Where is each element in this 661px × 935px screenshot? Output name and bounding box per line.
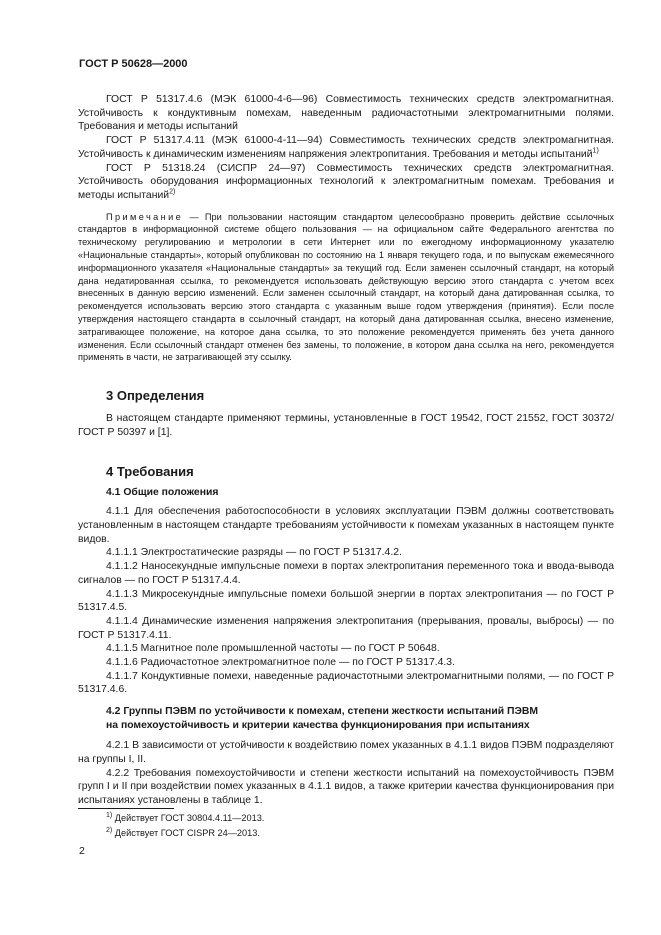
list-item: 4.1.1 Для обеспечения работоспособности в условиях эксплуатации ПЭВМ должны соответствовать установленным в настоящем стандарте требованиям устойчивости к помехам указанных в настоящем пункте видов. (78, 506, 614, 545)
section-4-heading: 4 Требования (106, 463, 194, 479)
list-item: 4.2.1 В зависимости от устойчивости к воздействию помех указанных в 4.1.1 видов ПЭВМ подразделяют на группы I, II. (78, 740, 614, 765)
note-paragraph (78, 211, 614, 365)
list-item: 4.2.2 Требования помехоустойчивости и степени жесткости испытаний на помехоустойчивость ПЭВМ групп I и II при воздействии помех указанных в 4.1.1 видов, а также критерии качества функционирования при испытаниях установлены в таблице 1. (78, 767, 614, 806)
list-item: 4.1.1.1 Электростатические разряды — по ГОСТ Р 51317.4.2. (106, 547, 402, 559)
subsection-4-1-heading: 4.1 Общие положения (106, 486, 219, 498)
footnote-item: $^{1)}$ Действует ГОСТ 30804.4.11—2013. (106, 811, 265, 823)
reference-item: ГОСТ Р 51318.24 (СИСПР 24—97) Совместимость технических средств электромагнитная. Устойчивость оборудования информационных технологий к электромагнитным помехам. Требования и методы испытаний$^{2)}$ (78, 162, 614, 201)
list-item: 4.1.1.5 Магнитное поле промышленной частоты — по ГОСТ Р 50648. (106, 643, 440, 655)
reference-item: ГОСТ Р 51317.4.6 (МЭК 61000-4-6—96) Совместимость технических средств электромагнитная. Устойчивость к кондуктивным помехам, наведенным радиочастотными электромагнитными полями. Требования и методы испытаний (78, 94, 614, 133)
reference-item: ГОСТ Р 51317.4.11 (МЭК 61000-4-11—94) Совместимость технических средств электромагнитная. Устойчивость к динамическим изменениям напряжения электропитания. Требования и методы испытаний$^{1)}$ (78, 135, 614, 160)
list-item: 4.1.1.3 Микросекундные импульсные помехи большой энергии в портах электропитания — по ГОСТ Р 51317.4.5. (78, 588, 614, 614)
note-text: — При пользовании настоящим стандартом целесообразно проверить действие ссылочных стандартов в информационной системе общего пользования — на официальном сайте Федерального агентства по техническому регулированию и метрологии в сети Интернет или по ежегодному информационному указателю «Национальные стандарты», который опубликован по состоянию на 1 января текущего года, и по выпускам ежемесячного информационного указателя «Национальные стандарты» за текущий год. Если заменен ссылочный стандарт, на который дана недатированная ссылка, то рекомендуется использовать действующую версию этого стандарта с учетом всех внесенных в данную версию изменений. Если заменен ссылочный стандарт, на который дана датированная ссылка, то рекомендуется использовать версию этого стандарта с указанным выше годом утверждения (принятия). Если после утверждения настоящего стандарта в ссылочный стандарт, на который дана датированная ссылка, внесено изменение, затрагивающее положение, на которое дана ссылка, то это положение рекомендуется применять без учета данного изменения. Если ссылочный стандарт отменен без замены, то положение, в котором дана ссылка на него, рекомендуется применять в части, не затрагивающей эту ссылку. (78, 211, 614, 363)
footnote-divider (78, 808, 174, 809)
section-3-text: В настоящем стандарте применяют термины, установленные в ГОСТ 19542, ГОСТ 21552, ГОСТ 30372/ГОСТ Р 50397 и [1]. (78, 413, 614, 438)
list-item: 4.1.1.7 Кондуктивные помехи, наведенные радиочастотными электромагнитными полями, — по ГОСТ Р 51317.4.6. (78, 670, 614, 696)
footnote-item: $^{2)}$ Действует ГОСТ CISPR 24—2013. (106, 826, 260, 838)
list-item: 4.1.1.4 Динамические изменения напряжения электропитания (прерывания, провалы, выбросы) — по ГОСТ Р 51317.4.11. (78, 615, 614, 641)
list-item: 4.1.1.2 Наносекундные импульсные помехи в портах электропитания переменного тока и ввода-вывода сигналов — по ГОСТ Р 51317.4.4. (78, 561, 614, 586)
note-label: Примечание (106, 211, 184, 222)
subsection-4-2-heading-line: на помехоустойчивость и критерии качества функционирования при испытаниях (106, 720, 530, 732)
list-item: 4.1.1.6 Радиочастотное электромагнитное поле — по ГОСТ Р 51317.4.3. (106, 657, 455, 669)
section-3-heading: 3 Определения (106, 388, 205, 404)
subsection-4-2-heading (78, 705, 614, 733)
page-content (78, 93, 614, 808)
page-number: 2 (79, 846, 85, 857)
document-header: ГОСТ Р 50628—2000 (79, 58, 188, 70)
footnotes (106, 811, 264, 841)
references-list (78, 93, 614, 203)
subsection-4-2-heading-line: 4.2 Группы ПЭВМ по устойчивости к помехам, степени жесткости испытаний ПЭВМ (106, 706, 539, 718)
